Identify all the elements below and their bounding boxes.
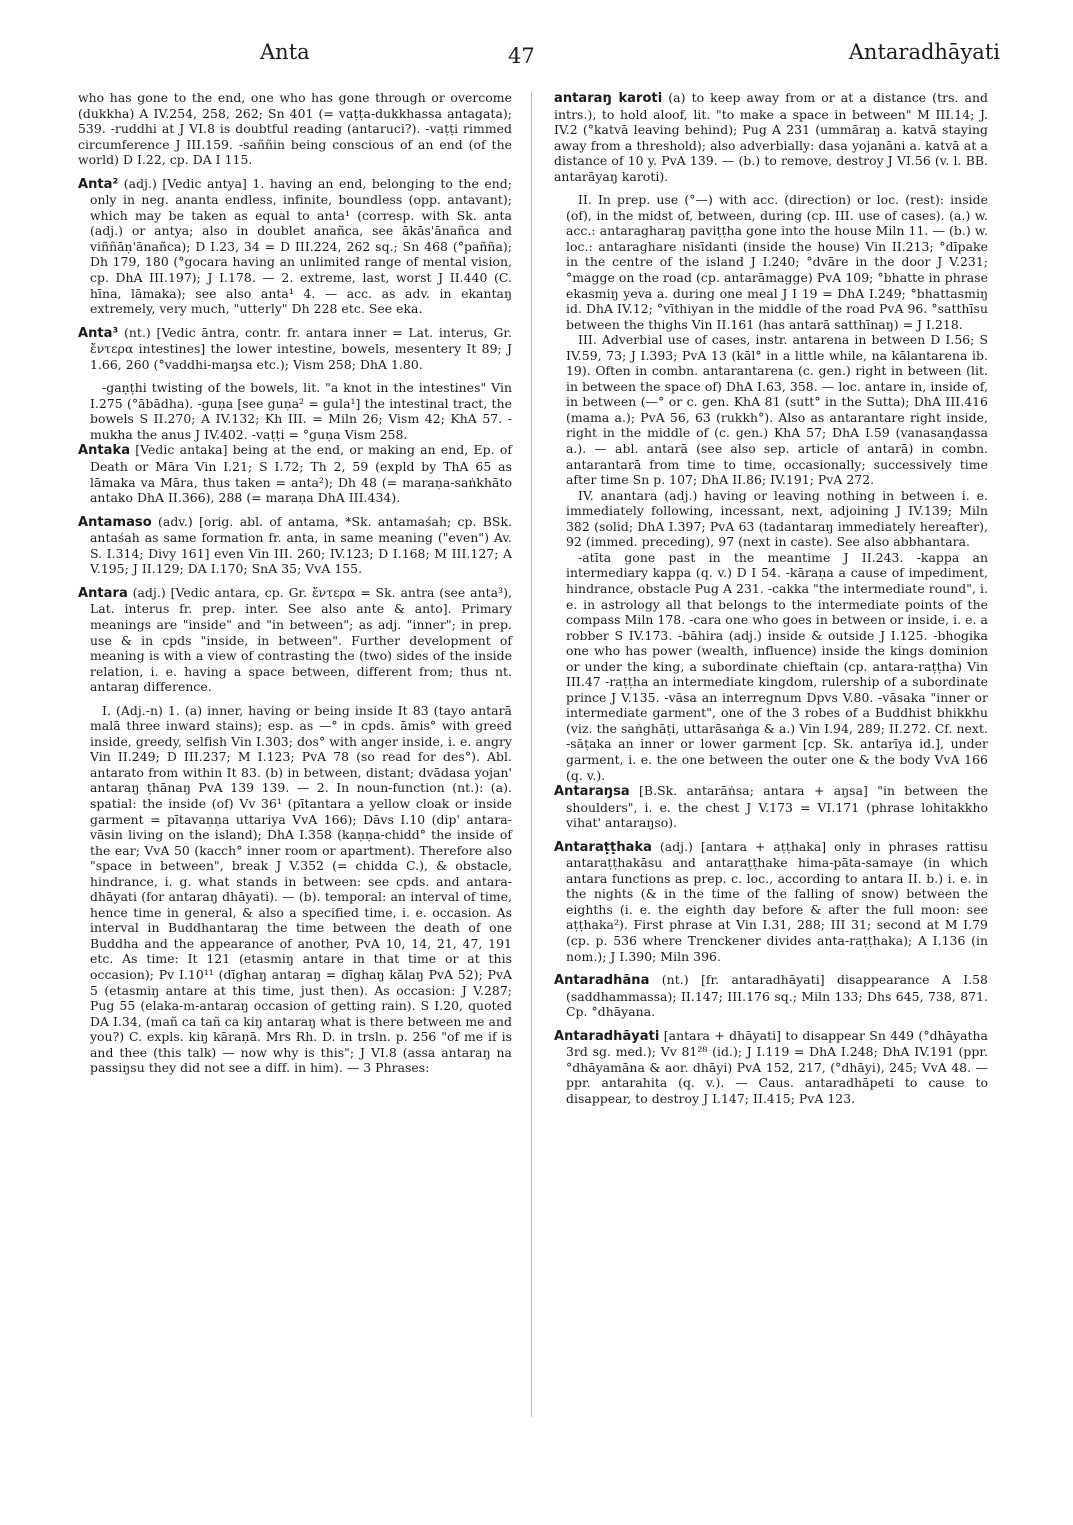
left-running-headword: Anta <box>260 40 310 64</box>
dictionary-entry <box>78 90 512 168</box>
dictionary-entry <box>78 176 512 317</box>
right-column <box>554 90 988 1114</box>
entry-text: [B.Sk. antarāṅsa; antara + aŋsa] "in between the shoulders", i. e. the chest J V.173 = VI.171 (phrase lohitakkho vihat' antaraŋso). <box>566 783 988 831</box>
left-column <box>78 90 512 1076</box>
entry-headword: Anta³ <box>78 325 119 341</box>
entry-headword: antaraŋ karoti <box>554 91 663 106</box>
column-divider <box>531 92 532 1417</box>
dictionary-entry <box>554 972 988 1020</box>
dictionary-entry <box>554 783 988 831</box>
entry-text: (a) to keep away from or at a distance (trs. and intrs.), to hold aloof, lit. "to make a space in between" M III.14; J. IV.2 (°katvā leaving behind); Pug A 231 (ummāraŋ a. katvā staying away from a threshold); also adverbially: dasa yojanāni a. katvā at a distance of 10 y. PvA 139. — (b.) to remove, destroy J VI.56 (v. l. BB. antarāyaŋ karoti). <box>554 90 988 184</box>
dictionary-entry <box>566 332 988 487</box>
dictionary-entry <box>566 550 988 783</box>
dictionary-entry <box>78 514 512 577</box>
dictionary-entry <box>566 192 988 332</box>
entry-text: -gaṇṭhi twisting of the bowels, lit. "a knot in the intestines" Vin I.275 (°ābādha). -guṇa [see guṇa² = gula¹] the intestinal tract, the bowels S II.270; A IV.132; Kh III. = Miln 26; Vism 42; KhA 57. -mukha the anus J IV.402. -vaṭṭi = °guṇa Vism 258. <box>90 380 512 442</box>
dictionary-entry <box>78 585 512 695</box>
entry-text: (nt.) [Vedic āntra, contr. fr. antara inner = Lat. interus, Gr. ἔντερα intestines] the lower intestine, bowels, mesentery It 89; J 1.66, 260 (°vaddhi-maŋsa etc.); Vism 258; DhA 1.80. <box>90 324 512 372</box>
right-running-headword: Antaradhāyati <box>848 40 1000 64</box>
entry-headword: Antaradhāna <box>554 973 650 989</box>
entry-text: -atīta gone past in the meantime J II.243. -kappa an intermediary kappa (q. v.) D I 54. -kāraṇa a cause of impediment, hindrance, obstacle Pug A 231. -cakka "the intermediate round", i. e. in astrology all that belongs to the intermediate points of the compass Miln 178. -cara one who goes in between or inside, i. e. a robber S IV.173. -bāhira (adj.) inside & outside J I.125. -bhogika one who has power (wealth, influence) inside the kings dominion or under the king, a subordinate chieftain (cp. antara-raṭṭha) Vin III.47 -raṭṭha an intermediate kingdom, rulership of a subordinate prince J V.135. -vāsa an interregnum Dpvs V.80. -vāsaka "inner or intermediate garment", one of the 3 robes of a Buddhist bhikkhu (viz. the saṅghāṭi, uttarāsaṅga & a.) Vin I.94, 289; II.272. Cf. next. -sāṭaka an inner or lower garment [cp. Sk. antarīya id.], under garment, i. e. the one between the outer one & the body VvA 166 (q. v.). <box>566 549 988 783</box>
entry-headword: Antara <box>78 585 128 601</box>
entry-text: III. Adverbial use of cases, instr. antarena in between D I.56; S IV.59, 73; J I.393; PvA 13 (kāl° in a little while, na kālantarena ib. 19). Often in combn. antarantarena (c. gen.) right in between (lit. in between the space of) DhA I.63, 358. — loc. antare in, inside of, in between (—° or c. gen. KhA 81 (sutt° in the Sutta); DhA III.416 (mama a.); PvA 56, 63 (rukkh°). Also as antarantare right inside, right in the middle of (c. gen.) KhA 57; DhA I.59 (vanasaṇḍassa a.). — abl. antarā (see also sep. article of antarā) in combn. antarantarā from time to time, occasionally; successively time after time Sn p. 107; DhA II.86; IV.191; PvA 272. <box>566 332 988 488</box>
entry-text: (adj.) [antara + aṭṭhaka] only in phrases rattisu antaraṭṭhakāsu and antaraṭṭhake hima-pāta-samaye (in which antara functions as prep. c. loc., according to antara II. b.) i. e. in the nights (& in the time of the falling of snow) between the eighths (i. e. the eighth day before & after the full moon: see aṭṭhaka²). First phrase at Vin I.31, 288; III 31; second at M I.79 (cp. p. 536 where Trenckener divides anta-raṭṭhaka); A I.136 (in nom.); J I.390; Miln 396. <box>566 838 988 964</box>
entry-headword: Antamaso <box>78 514 152 530</box>
entry-text: (adv.) [orig. abl. of antama, *Sk. antamaśah; cp. BSk. antaśah as same formation fr. anta, in same meaning ("even") Av. S. I.314; Divy 161] even Vin III. 260; IV.123; D I.168; M III.127; A V.195; J II.129; DA I.170; SnA 35; VvA 155. <box>90 513 512 577</box>
entry-text: (adj.) [Vedic antara, cp. Gr. ἔντερα = Sk. antra (see anta³), Lat. interus fr. prep. inter. See also ante & anto]. Primary meanings are "inside" and "in between"; as adj. "inner"; in prep. use & in cpds "inside, in between". Further development of meaning is with a view of contrasting the (two) sides of the inside relation, i. e. having a space between, different from; thus nt. antaraŋ difference. <box>90 584 512 695</box>
entry-text: [Vedic antaka] being at the end, or making an end, Ep. of Death or Māra Vin I.21; S I.72; Th 2, 59 (expld by ThA 65 as lāmaka va Māra, thus taken = anta²); Dh 48 (= maraṇa-saṅkhāto antako DhA II.366), 288 (= maraṇa DhA III.434). <box>90 442 512 506</box>
entry-text: (adj.) [Vedic antya] 1. having an end, belonging to the end; only in neg. ananta endless, infinite, boundless (opp. antavant); which may be taken as equal to anta¹ (corresp. with Sk. anta (adj.) or antya; also in doublet anañca, see ākās'ānañca and viññāṇ'ānañca); D I.23, 34 = D III.224, 262 sq.; Sn 468 (°pañña); Dh 179, 180 (°gocara having an unlimited range of mental vision, cp. DhA III.197); J I.178. — 2. extreme, last, worst J II.440 (C. hīna, lāmaka); see also anta¹ 4. — acc. as adv. in ekantaŋ extremely, very much, "utterly" Dh 228 etc. See eka. <box>90 175 512 317</box>
entry-text: II. In prep. use (°—) with acc. (direction) or loc. (rest): inside (of), in the midst of, between, during (cp. III. use of cases). (a.) w. acc.: antaragharaŋ paviṭṭha gone into the house Miln 11. — (b.) w. loc.: antaraghare nisīdanti (inside the house) Vin II.213; °dīpake in the centre of the island J I.240; °dvāre in the door J V.231; °magge on the road (cp. antarāmagge) PvA 109; °bhatte in phrase ekasmiŋ yeva a. during one meal J I 19 = DhA I.249; °bhattasmiŋ id. DhA IV.12; °vīthiyan in the middle of the road PvA 96. °satthīsu between the thighs Vin II.161 (has antarā satthīnaŋ) = J I.218. <box>566 192 988 332</box>
entry-headword: Antaraŋsa <box>554 784 630 800</box>
entry-headword: Antaradhāyati <box>554 1028 660 1044</box>
entry-text: I. (Adj.-n) 1. (a) inner, having or being inside It 83 (tayo antarā malā three inward stains); esp. as —° in cpds. āmis° with greed inside, greedy, selfish Vin I.303; dos° with anger inside, i. e. angry Vin II.249; D III.237; M I.123; PvA 78 (so read for des°). Abl. antarato from within It 83. (b) in between, distant; dvādasa yojan' antaraŋ ṭhānaŋ PvA 139 139. — 2. In noun-function (nt.): (a). spatial: the inside (of) Vv 36¹ (pītantara a yellow cloak or inside garment = pītavaṇṇa uttariya VvA 166); Dāvs I.10 (dip' antara-vāsin living on the island); DhA I.358 (kaṇṇa-chidd° the inside of the ear; VvA 50 (kacch° inner room or apartment). Therefore also "space in between", break J V.352 (= chidda C.), & obstacle, hindrance, i. g. what stands in between: see cpds. and antara-dhāyati (for antaraŋ dhāyati). — (b). temporal: an interval of time, hence time in general, & also a specified time, i. e. occasion. As interval in Buddhantaraŋ the time between the death of one Buddha and the appearance of another, PvA 10, 14, 21, 47, 191 etc. As time: It 121 (etasmiŋ antare in that time or at this occasion); Pv I.10¹¹ (dīghaŋ antaraŋ = dīghaŋ kālaŋ PvA 52); PvA 5 (etasmiŋ antare at this time, just then). As occasion: J V.287; Pug 55 (elaka-m-antaraŋ occasion of getting rain). S I.20, quoted DA I.34, (mañ ca tañ ca kiŋ antaraŋ what is there between me and you?) C. expls. kiŋ kāraṇā. Mrs Rh. D. in trsln. p. 256 "of me if is and thee (this talk) — now why is this"; J VI.8 (assa antaraŋ na passiŋsu they did not see a diff. in him). — 3 Phrases: <box>90 702 512 1076</box>
dictionary-entry <box>554 839 988 964</box>
entry-text: [antara + dhāyati] to disappear Sn 449 (°dhāyatha 3rd sg. med.); Vv 81²⁸ (id.); J I.119 = DhA I.248; DhA IV.191 (ppr. °dhāyamāna & aor. dhāyi) PvA 152, 217, (°dhāyi), 245; VvA 48. — ppr. antarahita (q. v.). — Caus. antaradhāpeti to cause to disappear, to destroy J I.147; II.415; PvA 123. <box>566 1027 988 1106</box>
dictionary-entry <box>78 325 512 373</box>
page-number: 47 <box>508 44 535 68</box>
entry-headword: Antaka <box>78 443 131 459</box>
entry-headword: Antaraṭṭhaka <box>554 839 652 855</box>
entry-text: IV. anantara (adj.) having or leaving nothing in between i. e. immediately following, incessant, next, adjoining J IV.139; Miln 382 (solid; DhA I.397; PvA 63 (tadantaraŋ immediately hereafter), 92 (immed. preceding), 97 (next in caste). See also abbhantara. <box>566 487 988 550</box>
dictionary-entry <box>90 703 512 1076</box>
page-header <box>80 40 1000 80</box>
dictionary-entry <box>554 1028 988 1107</box>
dictionary-entry <box>554 90 988 184</box>
dictionary-entry <box>566 488 988 550</box>
dictionary-entry <box>78 442 512 505</box>
entry-text: who has gone to the end, one who has gone through or overcome (dukkha) A IV.254, 258, 262; Sn 401 (= vaṭṭa-dukkhassa antagata); 539. -ruddhi at J VI.8 is doubtful reading (antaruci?). -vaṭṭi rimmed circumference J III.159. -saññin being conscious of an end (of the world) D I.22, cp. DA I 115. <box>78 90 512 168</box>
dictionary-entry <box>90 380 512 442</box>
entry-headword: Anta² <box>78 176 119 192</box>
entry-text: (nt.) [fr. antaradhāyati] disappearance A I.58 (saddhammassa); II.147; III.176 sq.; Miln 133; Dhs 645, 738, 871. Cp. °dhāyana. <box>566 972 988 1020</box>
